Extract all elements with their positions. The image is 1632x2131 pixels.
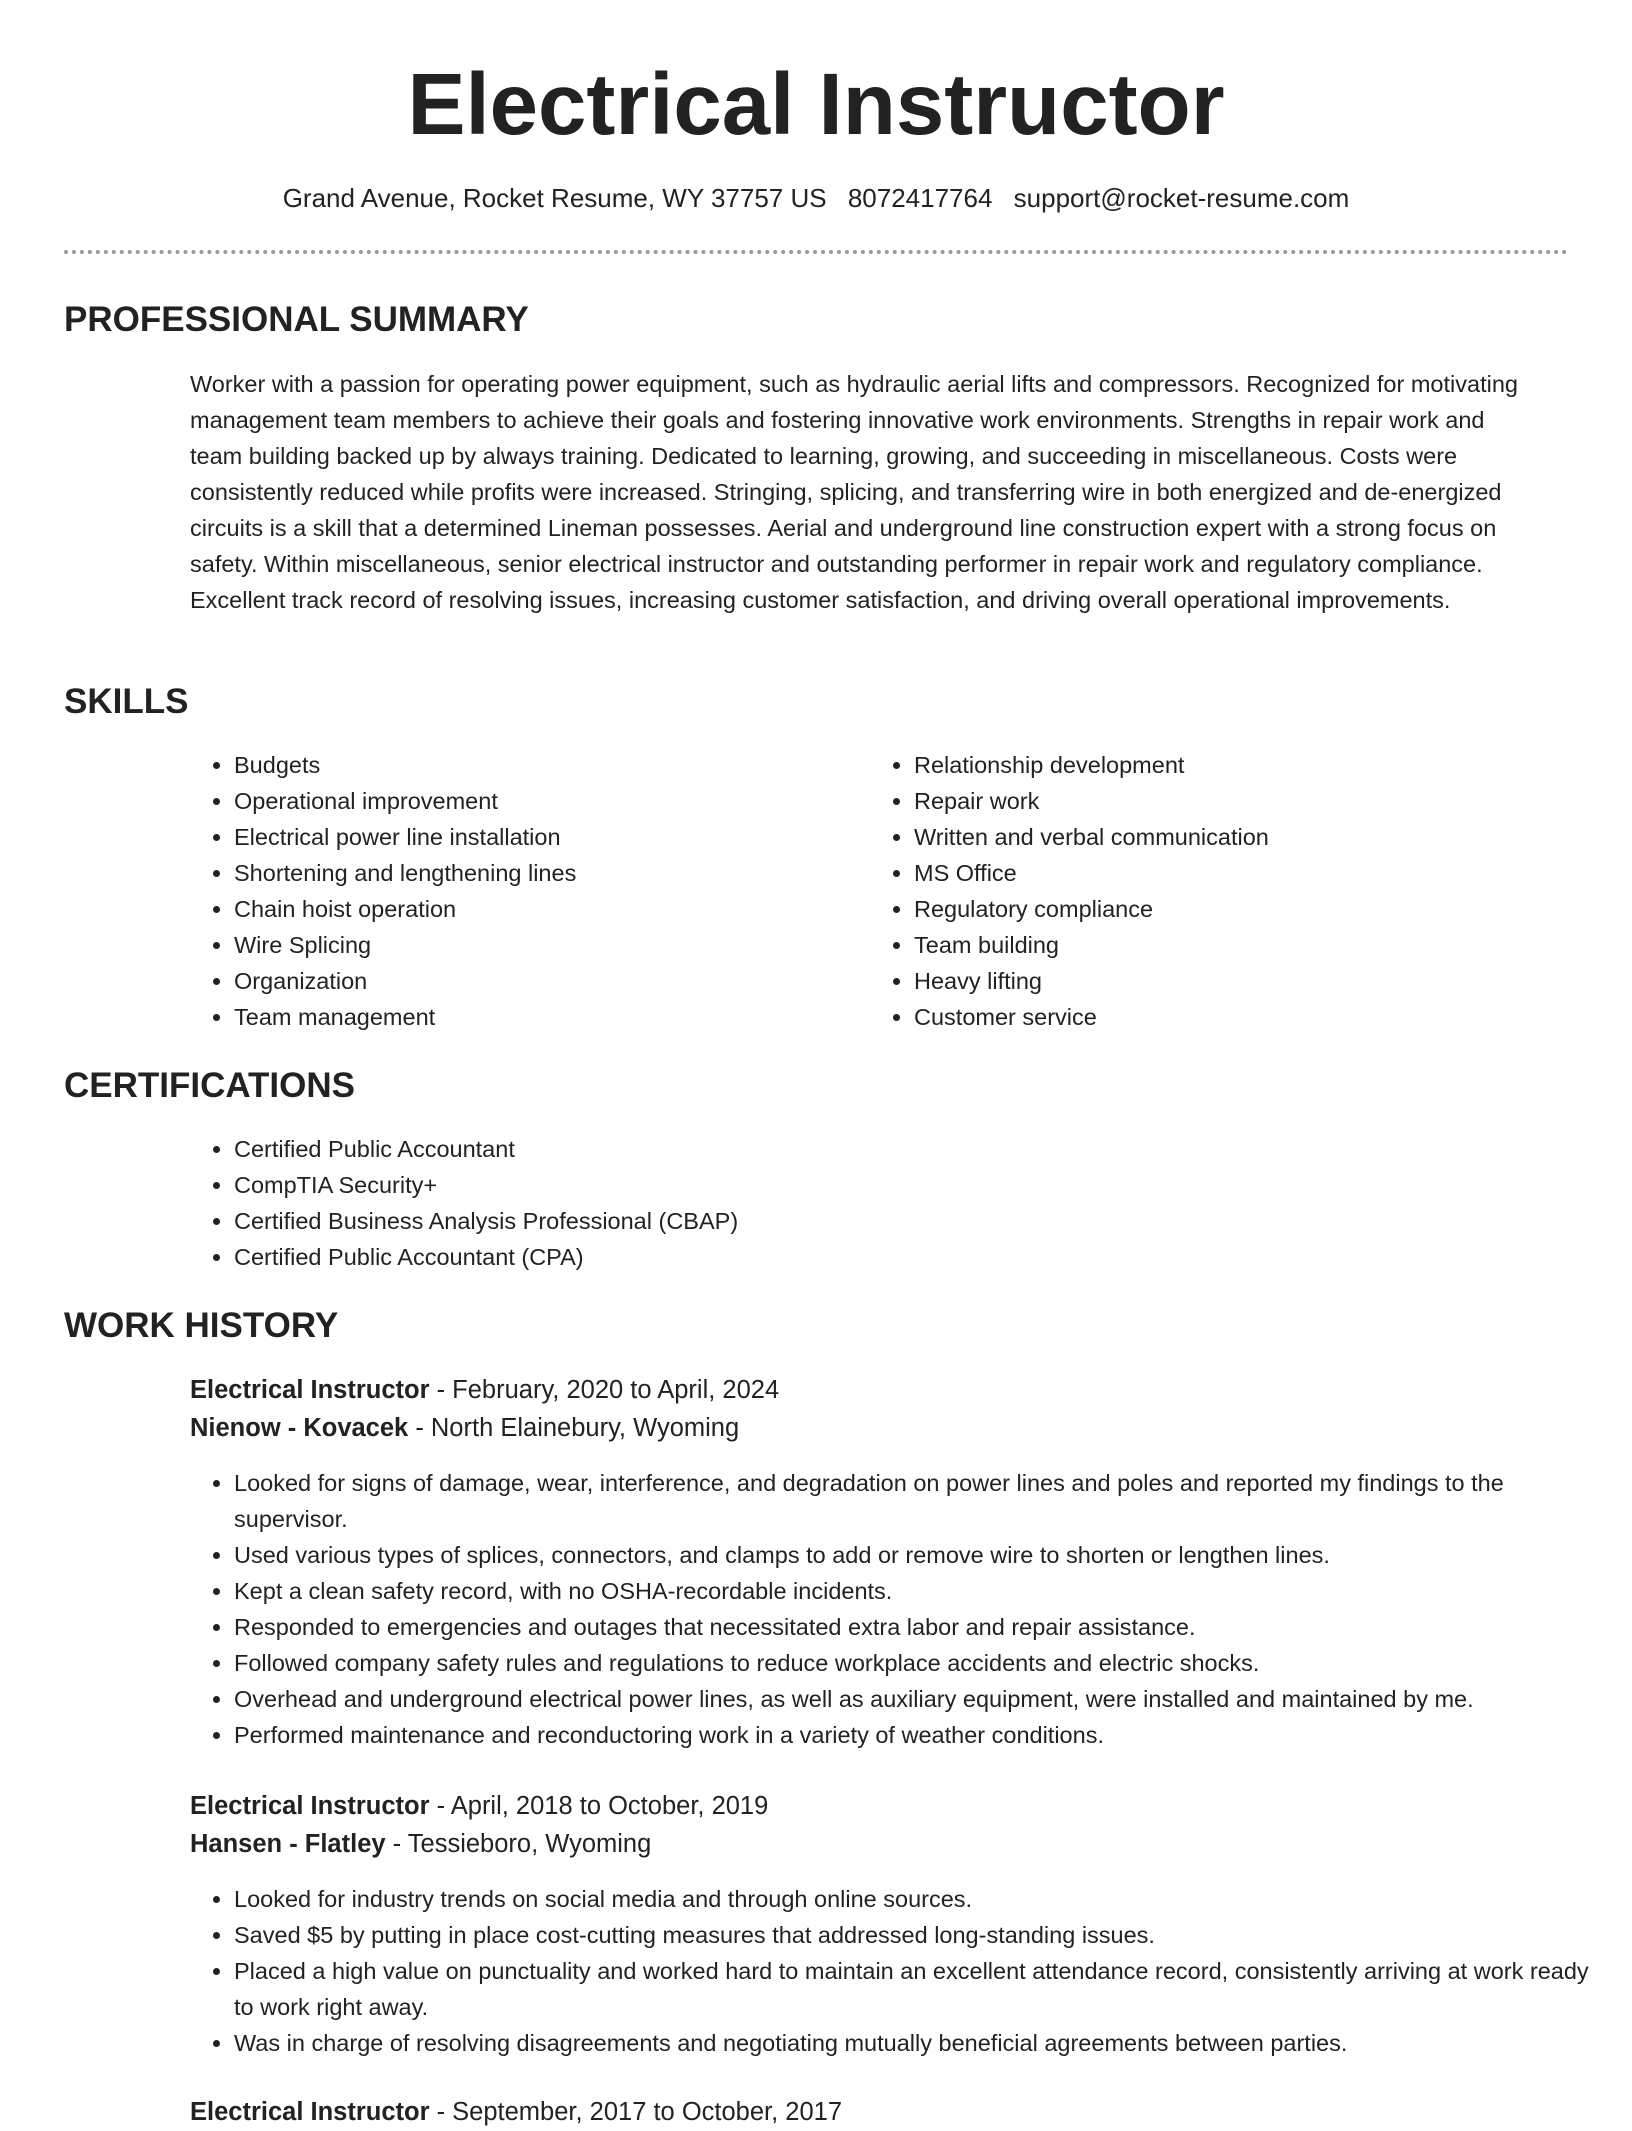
skill-item: • Team building (914, 927, 1554, 963)
job-company-line (190, 1825, 651, 1863)
job-title-line (190, 2093, 842, 2131)
job-bullet: • Responded to emergencies and outages that necessitated extra labor and repair assistance. (234, 1609, 1614, 1645)
job-bullet: • Placed a high value on punctuality and worked hard to maintain an excellent attendance record, consistently arriving at work ready to work right away. (234, 1953, 1614, 2025)
job-title-line (190, 1371, 779, 1409)
skill-item: • MS Office (914, 855, 1554, 891)
skill-item: • Relationship development (914, 747, 1554, 783)
job-role: Electrical Instructor (190, 2098, 430, 2126)
job-company: Hansen - Flatley (190, 1830, 386, 1858)
job-role: Electrical Instructor (190, 1792, 430, 1820)
certifications-heading: CERTIFICATIONS (64, 1066, 356, 1105)
skill-item: • Heavy lifting (914, 963, 1554, 999)
job-bullet: • Overhead and underground electrical power lines, as well as auxiliary equipment, were installed and maintained by me. (234, 1681, 1614, 1717)
certification-item: • CompTIA Security+ (234, 1167, 1434, 1203)
skills-list-left (190, 747, 834, 1035)
job-bullet: • Saved $5 by putting in place cost-cutting measures that addressed long-standing issues. (234, 1917, 1614, 1953)
certification-item: • Certified Public Accountant (CPA) (234, 1239, 1434, 1275)
contact-address: Grand Avenue, Rocket Resume, WY 37757 US (282, 183, 827, 213)
job-bullet: • Kept a clean safety record, with no OSHA-recordable incidents. (234, 1573, 1614, 1609)
skill-item: • Organization (234, 963, 834, 999)
job-title-line (190, 1787, 768, 1825)
summary-heading: PROFESSIONAL SUMMARY (64, 300, 529, 339)
job-bullets (190, 1881, 1614, 2061)
job-bullet: • Looked for signs of damage, wear, interference, and degradation on power lines and poles and reported my findings to the supervisor. (234, 1465, 1614, 1537)
job-dates: - September, 2017 to October, 2017 (429, 2098, 843, 2126)
header-divider (64, 250, 1568, 254)
contact-email: support@rocket-resume.com (1013, 183, 1350, 213)
skill-item: • Repair work (914, 783, 1554, 819)
resume-name: Electrical Instructor (407, 56, 1225, 153)
job-location: - North Elainebury, Wyoming (408, 1414, 740, 1442)
job-bullet: • Used various types of splices, connectors, and clamps to add or remove wire to shorten or lengthen lines. (234, 1537, 1614, 1573)
summary-text: Worker with a passion for operating power equipment, such as hydraulic aerial lifts and compressors. Recognized for motivating management team members to achieve their goals and fostering innovative work environments. Strengths in repair work and team building backed up by always training. Dedicated to learning, growing, and succeeding in miscellaneous. Costs were consistently reduced while profits were increased. Stringing, splicing, and transferring wire in both energized and de-energized circuits is a skill that a determined Lineman possesses. Aerial and underground line construction expert with a strong focus on safety. Within miscellaneous, senior electrical instructor and outstanding performer in repair work and regulatory compliance. Excellent track record of resolving issues, increasing customer satisfaction, and driving overall operational improvements. (190, 371, 1518, 613)
job-bullet: • Was in charge of resolving disagreements and negotiating mutually beneficial agreements between parties. (234, 2025, 1614, 2061)
skill-item: • Operational improvement (234, 783, 834, 819)
job-bullet: • Looked for industry trends on social media and through online sources. (234, 1881, 1614, 1917)
certification-item: • Certified Business Analysis Professional (CBAP) (234, 1203, 1434, 1239)
skill-item: • Written and verbal communication (914, 819, 1554, 855)
skill-item: • Budgets (234, 747, 834, 783)
skill-item: • Team management (234, 999, 834, 1035)
certification-item: • Certified Public Accountant (234, 1131, 1434, 1167)
job-location: - Tessieboro, Wyoming (385, 1830, 652, 1858)
job-bullets (190, 1465, 1614, 1753)
job-role: Electrical Instructor (190, 1376, 430, 1404)
contact-line (0, 180, 1632, 216)
skill-item: • Chain hoist operation (234, 891, 834, 927)
skills-list-right (870, 747, 1554, 1035)
job-dates: - February, 2020 to April, 2024 (429, 1376, 780, 1404)
job-company: Nienow - Kovacek (190, 1414, 409, 1442)
job-dates: - April, 2018 to October, 2019 (429, 1792, 769, 1820)
contact-phone: 8072417764 (847, 183, 993, 213)
job-bullet: • Followed company safety rules and regulations to reduce workplace accidents and electric shocks. (234, 1645, 1614, 1681)
skills-heading: SKILLS (64, 682, 189, 721)
job-company-line (190, 1409, 739, 1447)
certifications-list (190, 1131, 1434, 1275)
skill-item: • Electrical power line installation (234, 819, 834, 855)
work-heading: WORK HISTORY (64, 1306, 339, 1345)
skill-item: • Customer service (914, 999, 1554, 1035)
skill-item: • Shortening and lengthening lines (234, 855, 834, 891)
skill-item: • Regulatory compliance (914, 891, 1554, 927)
skill-item: • Wire Splicing (234, 927, 834, 963)
job-bullet: • Performed maintenance and reconductoring work in a variety of weather conditions. (234, 1717, 1614, 1753)
